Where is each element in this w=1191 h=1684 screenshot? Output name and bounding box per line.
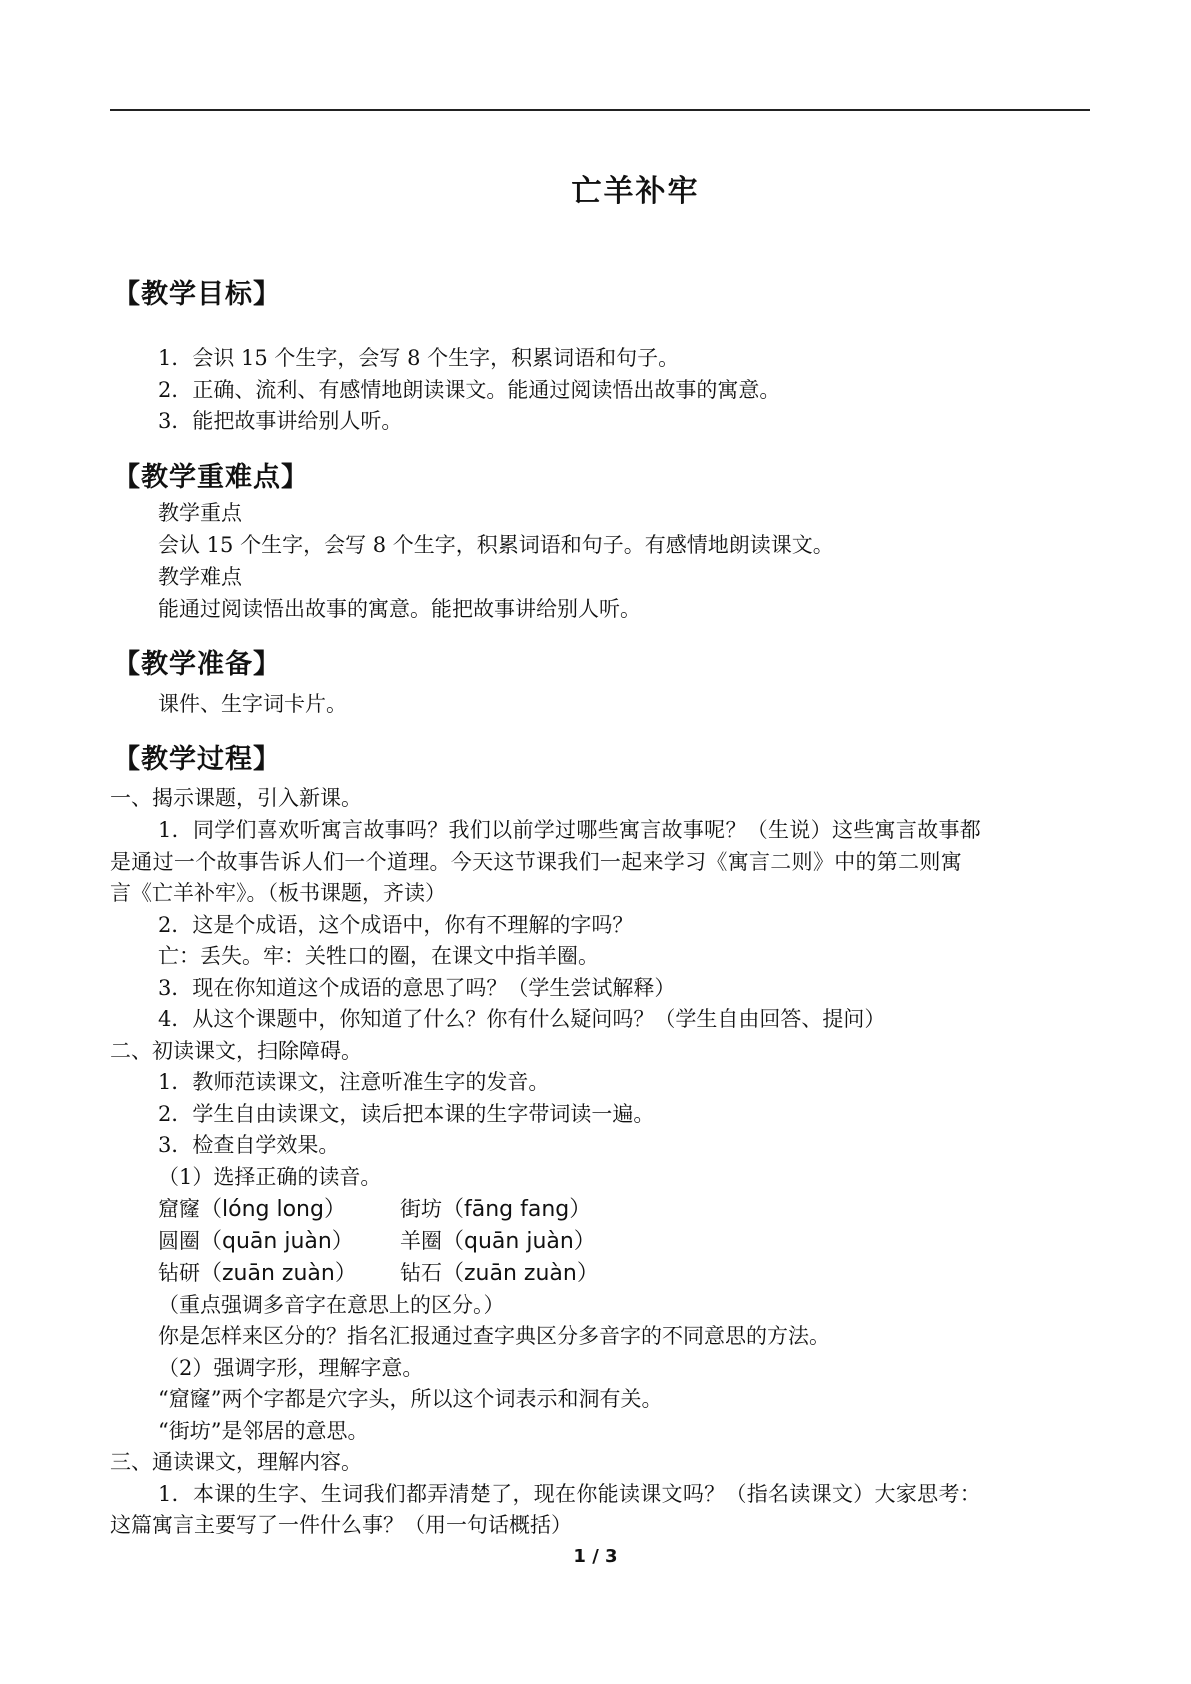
process-line: 一、揭示课题，引入新课。 [110, 786, 362, 810]
heading-goals: 【教学目标】 [113, 279, 281, 310]
process-line: “窟窿”两个字都是穴字头，所以这个词表示和洞有关。 [158, 1387, 663, 1411]
process-line: 1．本课的生字、生词我们都弄清楚了，现在你能读课文吗？（指名读课文）大家思考： [158, 1482, 982, 1506]
heading-process: 【教学过程】 [113, 744, 281, 775]
difficult-label: 教学难点 [158, 565, 242, 589]
pinyin-row [400, 1196, 591, 1223]
process-line: （2）强调字形，理解字意。 [158, 1356, 424, 1380]
header-rule [110, 109, 1090, 111]
heading-prep: 【教学准备】 [113, 649, 281, 680]
process-line: 4．从这个课题中，你知道了什么？你有什么疑问吗？（学生自由回答、提问） [158, 1007, 886, 1031]
process-line: 三、通读课文，理解内容。 [110, 1450, 362, 1474]
pinyin-reading: （fāng fang） [442, 1197, 592, 1222]
process-line: 这篇寓言主要写了一件什么事？（用一句话概括） [110, 1513, 572, 1537]
goal-item: 2．正确、流利、有感情地朗读课文。能通过阅读悟出故事的寓意。 [158, 378, 781, 402]
process-line: 3．检查自学效果。 [158, 1133, 340, 1157]
pinyin-reading: （quān juàn） [200, 1229, 354, 1254]
process-line: 言《亡羊补牢》。（板书课题，齐读） [110, 881, 446, 905]
process-line: 二、初读课文，扫除障碍。 [110, 1039, 362, 1063]
process-line: 2．这是个成语，这个成语中，你有不理解的字吗？ [158, 913, 634, 937]
pinyin-row [158, 1228, 354, 1255]
key-text: 会认 15 个生字，会写 8 个生字，积累词语和句子。有感情地朗读课文。 [158, 533, 834, 557]
pinyin-reading: （lóng long） [200, 1197, 346, 1222]
difficult-text: 能通过阅读悟出故事的寓意。能把故事讲给别人听。 [158, 597, 641, 621]
pinyin-reading: （quān juàn） [442, 1229, 596, 1254]
pinyin-word: 钻研 [158, 1261, 200, 1285]
goal-item: 1．会识 15 个生字，会写 8 个生字，积累词语和句子。 [158, 346, 680, 370]
pinyin-row [400, 1228, 596, 1255]
pinyin-word: 窟窿 [158, 1197, 200, 1221]
pinyin-row [158, 1196, 346, 1223]
process-line: 2．学生自由读课文，读后把本课的生字带词读一遍。 [158, 1102, 655, 1126]
process-line: 1．同学们喜欢听寓言故事吗？我们以前学过哪些寓言故事呢？（生说）这些寓言故事都 [158, 818, 982, 842]
page-title: 亡羊补牢 [571, 174, 700, 209]
pinyin-reading: （zuān zuàn） [442, 1261, 599, 1286]
key-label: 教学重点 [158, 501, 242, 525]
pinyin-word: 钻石 [400, 1261, 442, 1285]
prep-text: 课件、生字词卡片。 [158, 692, 347, 716]
process-line: 你是怎样来区分的？指名汇报通过查字典区分多音字的不同意思的方法。 [158, 1324, 830, 1348]
pinyin-row [400, 1260, 599, 1287]
process-line: 是通过一个故事告诉人们一个道理。今天这节课我们一起来学习《寓言二则》中的第二则寓 [110, 850, 962, 874]
heading-key-points: 【教学重难点】 [113, 462, 309, 493]
process-line: （重点强调多音字在意思上的区分。） [158, 1293, 505, 1317]
pinyin-word: 街坊 [400, 1197, 442, 1221]
pinyin-word: 圆圈 [158, 1229, 200, 1253]
goal-item: 3．能把故事讲给别人听。 [158, 409, 403, 433]
process-line: 亡：丢失。牢：关牲口的圈，在课文中指羊圈。 [158, 944, 599, 968]
pinyin-reading: （zuān zuàn） [200, 1261, 357, 1286]
pinyin-word: 羊圈 [400, 1229, 442, 1253]
page-number: 1 / 3 [573, 1546, 618, 1567]
process-line: “街坊”是邻居的意思。 [158, 1419, 369, 1443]
pinyin-row [158, 1260, 357, 1287]
process-line: 1．教师范读课文，注意听准生字的发音。 [158, 1070, 550, 1094]
process-line: 3．现在你知道这个成语的意思了吗？（学生尝试解释） [158, 976, 676, 1000]
process-line: （1）选择正确的读音。 [158, 1165, 382, 1189]
